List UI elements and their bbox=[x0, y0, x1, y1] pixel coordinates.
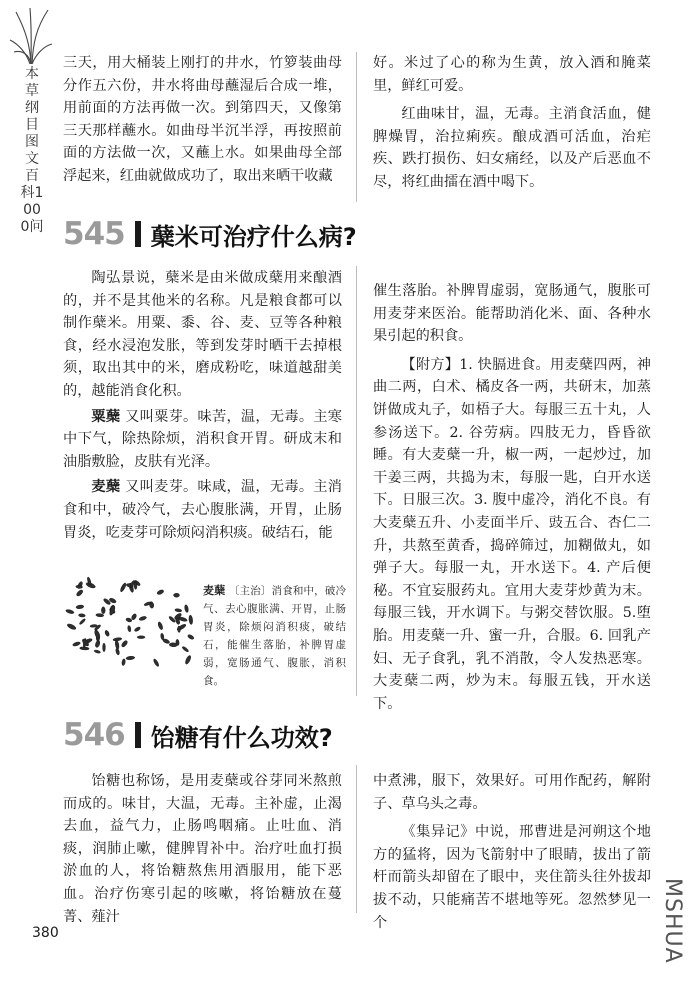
grain-shape bbox=[184, 604, 189, 612]
page-number: 380 bbox=[32, 925, 59, 941]
section-545-prescriptions: 【附方】1. 快膈进食。用麦蘖四两，神曲二两，白术、橘皮各一两，共研末，加蒸饼做成丸子，如梧子大。每服三五十丸，人参汤送下。2. 谷劳病。四肢无力，昏昏欲睡。有大麦蘖一升，椒一两，一起炒过，加干姜三两，共捣为末，每服一匙，白开水送下。日服三次。3. 腹中虚冷，消化不良。有大麦蘖五升、小麦面半斤、豉五合、杏仁二升，共熬至黄香，捣碎筛过，加糊做丸，如弹子大。每服一丸，开水送下。4. 产后便秘。不宜妄服药丸。宜用大麦芽炒黄为末。每服三钱，开水调下。与粥交替饮服。5.堕胎。用麦蘖一升、蜜一升，合服。6. 回乳产妇、无子食乳，乳不消散，令人发热恶寒。大麦蘖二两，炒为末。每服五钱，开水送下。 bbox=[373, 356, 651, 712]
top-right-column bbox=[373, 52, 651, 194]
watermark: MSHUA bbox=[660, 878, 685, 964]
section-546-left-column bbox=[63, 770, 342, 928]
section-546-right-column bbox=[373, 770, 651, 934]
grain-shape bbox=[103, 643, 106, 652]
grain-shape bbox=[65, 609, 74, 615]
book-title-vertical: 本草纲目图文百科1000问 bbox=[20, 66, 44, 235]
grain-shape bbox=[94, 649, 101, 653]
grain-shape bbox=[177, 626, 180, 633]
section-546-right-paragraph-2: 《集异记》中说，邢曹进是河朔这个地方的猛将，因为飞箭射中了眼睛，拔出了箭杆而箭头却留在了眼中，夹住箭头往外拔却拔不动，只能痛苦不堪地等死。忽然梦见一个 bbox=[373, 824, 651, 931]
grain-shape bbox=[95, 640, 101, 648]
top-right-paragraph-2: 红曲味甘，温，无毒。主消食活血，健脾燥胃，治拉痢疾。酿成酒可活血，治疟疾、跌打损伤、妇女痛经，以及产后恶血不尽，将红曲擂在酒中喝下。 bbox=[373, 106, 651, 190]
column-divider bbox=[356, 266, 357, 696]
grain-shape bbox=[173, 593, 179, 597]
grain-shape bbox=[125, 617, 132, 622]
section-545-right-column bbox=[373, 280, 651, 715]
grain-shape bbox=[162, 638, 170, 644]
caption-herb-name: 麦蘖 bbox=[203, 584, 226, 597]
heading-bar bbox=[135, 722, 141, 748]
herb-entry-maiye bbox=[63, 476, 342, 544]
grain-shape bbox=[78, 613, 85, 617]
herb-text: 又叫麦芽。味咸，温，无毒。主消食和中，破冷气，去心腹胀满，开胃，止肠胃炎，吃麦芽可除烦闷消积痰。破结石，能 bbox=[63, 479, 342, 541]
grain-shape bbox=[175, 608, 182, 612]
grain-shape bbox=[184, 655, 191, 665]
herb-name: 粟蘖 bbox=[91, 408, 121, 425]
heading-bar bbox=[135, 221, 141, 247]
section-546-title: 饴糖有什么功效? bbox=[150, 723, 333, 752]
grain-shape bbox=[137, 636, 145, 639]
herb-entry-sumi bbox=[63, 406, 342, 474]
grain-shape bbox=[156, 589, 164, 595]
grain-shape bbox=[101, 607, 105, 614]
grain-shape bbox=[134, 582, 137, 590]
grain-shape bbox=[139, 616, 147, 621]
grain-shape bbox=[104, 630, 110, 637]
section-545-heading bbox=[63, 214, 357, 254]
section-546-number: 546 bbox=[63, 717, 125, 753]
grain-shape bbox=[76, 589, 84, 597]
grain-shape bbox=[79, 618, 86, 625]
section-545-number: 545 bbox=[63, 216, 125, 252]
grain-shape bbox=[66, 623, 76, 631]
malt-grains-illustration bbox=[63, 576, 198, 671]
grain-shape bbox=[187, 634, 195, 640]
herb-text: 又叫粟芽。味苦，温，无毒。主寒中下气，除热除烦，消积食开胃。研成末和油脂敷脸，皮肤有光泽。 bbox=[63, 408, 342, 470]
grass-logo-icon bbox=[8, 6, 54, 66]
grain-shape bbox=[126, 656, 135, 660]
grain-shape bbox=[134, 626, 141, 632]
column-divider bbox=[356, 52, 357, 202]
grain-shape bbox=[121, 640, 129, 648]
illustration-caption bbox=[203, 582, 346, 690]
grain-shape bbox=[189, 615, 194, 625]
grain-shape bbox=[76, 605, 84, 610]
grain-shape bbox=[94, 629, 101, 639]
section-545-left-column bbox=[63, 267, 342, 544]
grain-shape bbox=[119, 582, 126, 592]
grain-shape bbox=[115, 648, 120, 655]
grain-shape bbox=[157, 621, 163, 630]
top-left-column bbox=[63, 52, 342, 188]
grain-shape bbox=[121, 659, 125, 666]
column-divider bbox=[356, 765, 357, 913]
grain-shape bbox=[127, 625, 131, 632]
grain-shape bbox=[169, 643, 177, 647]
grain-shape bbox=[153, 658, 160, 667]
grain-shape bbox=[72, 641, 80, 647]
section-545-title: 蘖米可治疗什么病? bbox=[150, 222, 357, 251]
section-546-intro: 饴糖也称饧，是用麦蘖或谷芽同米熬煎而成的。味甘，大温，无毒。主补虚，止渴去血，益气力，止肠鸣咽痛。止吐血、消痰，润肺止嗽，健脾胃补中。治疗吐血打损淤血的人，将饴糖熬焦用酒服用，能下恶血。治疗伤寒引起的咳嗽，将饴糖放在蔓菁、薤汁 bbox=[63, 773, 342, 925]
top-right-paragraph-1: 好。米过了心的称为生黄，放入酒和腌菜里，鲜红可爱。 bbox=[373, 55, 651, 94]
caption-text: 〔主治〕消食和中，破冷气、去心腹胀满、开胃，止肠胃炎，除烦闷消积痰，破结石，能催生落胎，补脾胃虚弱，宽肠通气、腹胀，消积食。 bbox=[203, 585, 347, 687]
grain-shape bbox=[182, 646, 190, 653]
section-546-heading bbox=[63, 715, 333, 755]
section-545-right-paragraph-1: 催生落胎。补脾胃虚弱，宽肠通气，腹胀可用麦芽来医治。能帮助消化米、面、各种水果引起的积食。 bbox=[373, 283, 651, 345]
section-546-right-paragraph-1: 中煮沸，服下，效果好。可用作配药，解附子、草乌头之毒。 bbox=[373, 773, 651, 812]
top-left-paragraph: 三天，用大桶装上刚打的井水，竹箩装曲母分作五六份，井水将曲母蘸湿后合成一堆，用前面的方法再做一次。到第四天，又像第三天那样蘸水。如曲母半沉半浮，再按照前面的方法做一次，又蘸上水。如果曲母全部浮起来，红曲就做成功了，取出来晒干收藏 bbox=[63, 55, 342, 184]
herb-name: 麦蘖 bbox=[91, 479, 121, 496]
section-545-intro: 陶弘景说，蘖米是由米做成蘖用来酿酒的，并不是其他米的名称。凡是粮食都可以制作蘖米。用粟、黍、谷、麦、豆等各种粮食，经水浸泡发胀，等到发芽时晒干去掉根须，取出其中的米，磨成粉吃，味道越甜美的，越能消食化积。 bbox=[63, 270, 342, 399]
